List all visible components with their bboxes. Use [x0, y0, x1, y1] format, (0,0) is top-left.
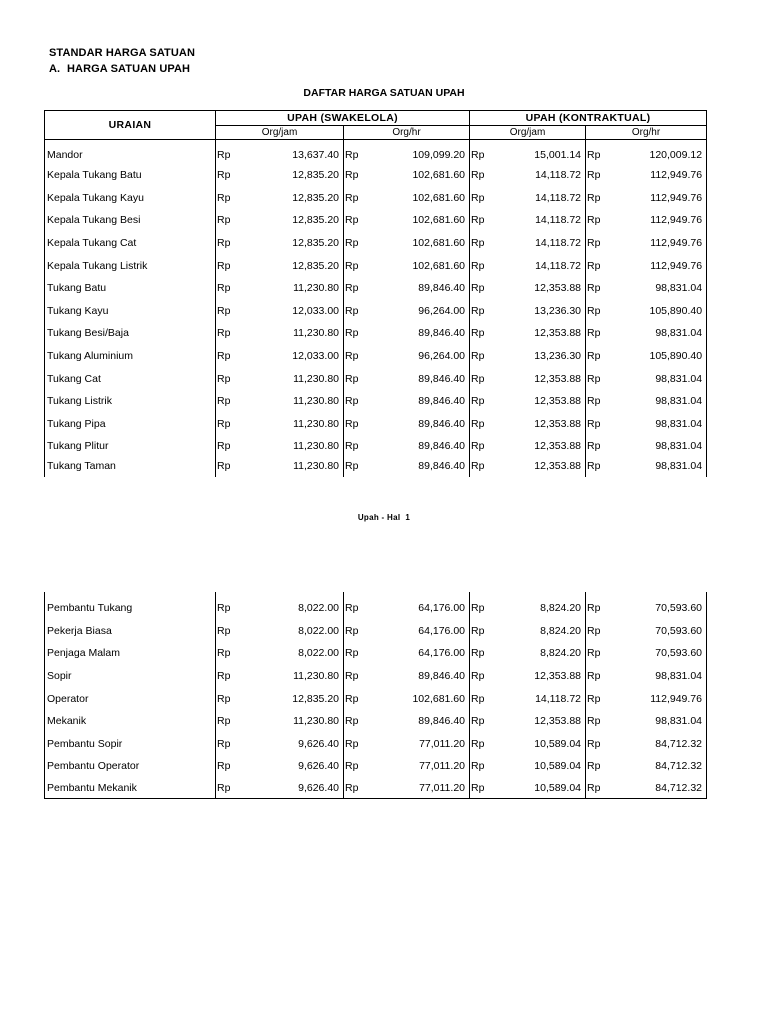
cell-uraian: Penjaga Malam	[45, 642, 216, 665]
cell-swakelola-jam: 12,835.20	[292, 169, 339, 182]
cell-currency: Rp	[470, 665, 491, 688]
cell-swakelola-hr: 96,264.00	[418, 304, 466, 317]
cell-swakelola-jam: 12,835.20	[292, 214, 339, 227]
cell-swakelola-hr: 77,011.20	[419, 737, 465, 750]
cell-currency: Rp	[586, 322, 607, 345]
cell-kontraktual-hr: 112,949.76	[607, 187, 707, 210]
cell-currency: Rp	[586, 232, 607, 255]
cell-kontraktual-hr: 70,593.60	[607, 592, 707, 620]
cell-currency: Rp	[586, 390, 607, 413]
cell-kontraktual-jam: 12,353.88	[534, 395, 582, 408]
cell-kontraktual-hr: 112,949.76	[607, 209, 707, 232]
cell-currency: Rp	[586, 187, 607, 210]
cell-currency: Rp	[344, 755, 365, 778]
cell-currency: Rp	[216, 164, 237, 187]
cell-swakelola-jam: 12,835.20	[292, 237, 339, 250]
cell-currency: Rp	[344, 209, 365, 232]
cell-swakelola-jam: 12,835.20	[292, 259, 339, 272]
cell-currency: Rp	[470, 140, 491, 165]
cell-kontraktual-hr: 98,831.04	[607, 390, 707, 413]
cell-currency: Rp	[470, 755, 491, 778]
cell-swakelola-hr: 102,681.60	[412, 259, 466, 272]
cell-kontraktual-hr: 70,593.60	[607, 620, 707, 643]
cell-uraian: Mandor	[45, 140, 216, 165]
cell-kontraktual-jam: 13,236.30	[534, 304, 582, 317]
cell-swakelola-hr: 77,011.20	[419, 760, 465, 773]
cell-uraian: Kepala Tukang Kayu	[45, 187, 216, 210]
cell-currency: Rp	[216, 435, 237, 458]
cell-currency: Rp	[216, 665, 237, 688]
column-header-uraian: URAIAN	[45, 111, 216, 140]
wage-table-page-2	[44, 592, 707, 799]
cell-swakelola-hr: 89,846.40	[418, 459, 466, 472]
cell-kontraktual-hr: 84,712.32	[607, 755, 707, 778]
cell-kontraktual-jam: 14,118.72	[535, 169, 582, 182]
table-row	[45, 254, 707, 277]
cell-kontraktual-hr: 70,593.60	[607, 642, 707, 665]
cell-kontraktual-hr: 98,831.04	[607, 710, 707, 733]
cell-kontraktual-hr: 98,831.04	[607, 413, 707, 436]
cell-swakelola-jam: 8,022.00	[298, 647, 339, 660]
cell-kontraktual-hr: 98,831.04	[607, 665, 707, 688]
cell-kontraktual-jam: 14,118.72	[535, 191, 582, 204]
cell-currency: Rp	[216, 187, 237, 210]
cell-currency: Rp	[470, 187, 491, 210]
cell-currency: Rp	[216, 209, 237, 232]
table-row	[45, 164, 707, 187]
cell-uraian: Mekanik	[45, 710, 216, 733]
cell-currency: Rp	[216, 254, 237, 277]
table-row	[45, 322, 707, 345]
cell-swakelola-jam: 11,230.80	[293, 327, 339, 340]
cell-uraian: Pembantu Sopir	[45, 733, 216, 756]
cell-swakelola-hr: 89,846.40	[418, 715, 465, 728]
cell-kontraktual-hr: 98,831.04	[607, 367, 707, 390]
cell-currency: Rp	[586, 778, 607, 799]
cell-currency: Rp	[470, 413, 491, 436]
cell-currency: Rp	[470, 592, 491, 620]
cell-currency: Rp	[470, 642, 491, 665]
cell-kontraktual-jam: 12,353.88	[534, 670, 581, 683]
cell-currency: Rp	[216, 300, 237, 323]
table-row	[45, 642, 707, 665]
cell-swakelola-hr: 77,011.20	[365, 778, 470, 799]
cell-currency: Rp	[344, 620, 365, 643]
cell-swakelola-hr: 102,681.60	[412, 214, 466, 227]
table-row	[45, 620, 707, 643]
cell-currency: Rp	[216, 620, 237, 643]
cell-currency: Rp	[216, 755, 237, 778]
cell-swakelola-jam: 12,033.00	[292, 350, 339, 363]
cell-uraian: Tukang Listrik	[45, 390, 216, 413]
table-body-page-2	[45, 592, 707, 798]
document-heading: STANDAR HARGA SATUAN	[49, 47, 196, 59]
cell-kontraktual-hr: 112,949.76	[607, 687, 707, 710]
table-row	[45, 345, 707, 368]
cell-swakelola-jam: 8,022.00	[298, 624, 339, 637]
cell-currency: Rp	[216, 322, 237, 345]
cell-currency: Rp	[216, 733, 237, 756]
cell-currency: Rp	[344, 592, 365, 620]
cell-swakelola-jam: 9,626.40	[298, 760, 339, 773]
cell-kontraktual-jam: 10,589.04	[534, 737, 581, 750]
cell-currency: Rp	[470, 232, 491, 255]
cell-swakelola-jam: 11,230.80	[293, 715, 339, 728]
cell-swakelola-hr: 89,846.40	[418, 395, 466, 408]
cell-currency: Rp	[586, 665, 607, 688]
table-row	[45, 665, 707, 688]
cell-currency: Rp	[586, 458, 607, 477]
cell-currency: Rp	[586, 620, 607, 643]
cell-currency: Rp	[344, 232, 365, 255]
cell-swakelola-hr: 89,846.40	[418, 282, 466, 295]
cell-currency: Rp	[344, 710, 365, 733]
cell-swakelola-jam: 11,230.80	[293, 372, 339, 385]
cell-uraian: Kepala Tukang Besi	[45, 209, 216, 232]
table-row	[45, 232, 707, 255]
cell-uraian: Tukang Taman	[45, 458, 216, 477]
table-row	[45, 458, 707, 477]
page-footer-number: 1	[405, 513, 411, 522]
table-body-page-1	[45, 140, 707, 477]
cell-swakelola-jam: 11,230.80	[293, 282, 339, 295]
cell-currency: Rp	[344, 435, 365, 458]
cell-kontraktual-jam: 14,118.72	[535, 259, 582, 272]
column-group-kontraktual: UPAH (KONTRAKTUAL)	[470, 111, 707, 126]
table-row	[45, 687, 707, 710]
cell-kontraktual-hr: 112,949.76	[607, 164, 707, 187]
cell-currency: Rp	[586, 277, 607, 300]
cell-uraian: Tukang Kayu	[45, 300, 216, 323]
cell-currency: Rp	[586, 254, 607, 277]
cell-swakelola-hr: 89,846.40	[418, 440, 466, 453]
cell-currency: Rp	[216, 687, 237, 710]
cell-currency: Rp	[216, 458, 237, 477]
table-row	[45, 277, 707, 300]
page-footer-label: Upah - Hal	[357, 513, 401, 522]
table-row	[45, 710, 707, 733]
cell-currency: Rp	[344, 300, 365, 323]
section-number: A.	[49, 63, 61, 75]
subheader-kontraktual-jam: Org/jam	[470, 126, 586, 140]
cell-uraian: Kepala Tukang Listrik	[45, 254, 216, 277]
subheader-swakelola-jam: Org/jam	[216, 126, 344, 140]
cell-currency: Rp	[586, 140, 607, 165]
cell-currency: Rp	[470, 390, 491, 413]
cell-currency: Rp	[344, 164, 365, 187]
cell-currency: Rp	[470, 322, 491, 345]
cell-currency: Rp	[216, 778, 237, 799]
cell-kontraktual-hr: 112,949.76	[607, 254, 707, 277]
cell-currency: Rp	[216, 277, 237, 300]
cell-kontraktual-hr: 105,890.40	[607, 345, 707, 368]
column-group-swakelola: UPAH (SWAKELOLA)	[216, 111, 470, 126]
cell-currency: Rp	[216, 367, 237, 390]
cell-kontraktual-hr: 105,890.40	[607, 300, 707, 323]
cell-currency: Rp	[470, 710, 491, 733]
cell-currency: Rp	[344, 277, 365, 300]
cell-swakelola-hr: 89,846.40	[418, 327, 466, 340]
cell-currency: Rp	[470, 277, 491, 300]
cell-uraian: Kepala Tukang Cat	[45, 232, 216, 255]
cell-swakelola-jam: 8,022.00	[298, 602, 339, 615]
cell-currency: Rp	[586, 710, 607, 733]
cell-currency: Rp	[216, 592, 237, 620]
cell-uraian: Sopir	[45, 665, 216, 688]
cell-currency: Rp	[216, 232, 237, 255]
cell-kontraktual-jam: 12,353.88	[534, 282, 582, 295]
cell-swakelola-jam: 12,835.20	[292, 692, 339, 705]
cell-currency: Rp	[470, 435, 491, 458]
cell-swakelola-jam: 9,626.40	[298, 737, 339, 750]
cell-currency: Rp	[216, 642, 237, 665]
cell-currency: Rp	[344, 345, 365, 368]
cell-swakelola-hr: 102,681.60	[412, 237, 466, 250]
cell-swakelola-hr: 109,099.20	[412, 149, 466, 161]
cell-currency: Rp	[470, 345, 491, 368]
section-title: HARGA SATUAN UPAH	[67, 63, 191, 75]
cell-swakelola-hr: 89,846.40	[418, 372, 466, 385]
cell-swakelola-hr: 89,846.40	[418, 417, 466, 430]
cell-currency: Rp	[344, 733, 365, 756]
table-row	[45, 300, 707, 323]
cell-currency: Rp	[586, 209, 607, 232]
cell-currency: Rp	[344, 254, 365, 277]
cell-swakelola-hr: 102,681.60	[412, 692, 465, 705]
cell-kontraktual-hr: 98,831.04	[607, 458, 707, 477]
cell-uraian: Pembantu Operator	[45, 755, 216, 778]
cell-uraian: Tukang Batu	[45, 277, 216, 300]
cell-currency: Rp	[216, 345, 237, 368]
cell-currency: Rp	[216, 390, 237, 413]
cell-currency: Rp	[344, 140, 365, 165]
cell-kontraktual-jam: 12,353.88	[534, 440, 582, 453]
cell-currency: Rp	[470, 209, 491, 232]
cell-currency: Rp	[344, 390, 365, 413]
cell-uraian: Pembantu Mekanik	[45, 778, 216, 799]
cell-currency: Rp	[586, 164, 607, 187]
cell-swakelola-jam: 9,626.40	[237, 778, 344, 799]
cell-kontraktual-hr: 84,712.32	[607, 733, 707, 756]
cell-currency: Rp	[586, 733, 607, 756]
cell-currency: Rp	[586, 300, 607, 323]
cell-uraian: Operator	[45, 687, 216, 710]
cell-swakelola-hr: 102,681.60	[412, 169, 466, 182]
cell-kontraktual-jam: 10,589.04	[491, 778, 586, 799]
cell-kontraktual-hr: 98,831.04	[607, 435, 707, 458]
section-heading	[49, 63, 190, 75]
cell-kontraktual-jam: 14,118.72	[535, 214, 582, 227]
cell-swakelola-jam: 11,230.80	[293, 417, 339, 430]
cell-swakelola-jam: 13,637.40	[292, 149, 339, 161]
cell-currency: Rp	[586, 755, 607, 778]
cell-currency: Rp	[344, 458, 365, 477]
cell-kontraktual-jam: 14,118.72	[535, 692, 581, 705]
cell-kontraktual-jam: 14,118.72	[535, 237, 582, 250]
page-footer	[0, 513, 768, 522]
cell-currency: Rp	[216, 710, 237, 733]
table-row	[45, 413, 707, 436]
cell-uraian: Tukang Plitur	[45, 435, 216, 458]
cell-currency: Rp	[344, 642, 365, 665]
cell-currency: Rp	[470, 778, 491, 799]
table-row	[45, 755, 707, 778]
cell-currency: Rp	[344, 687, 365, 710]
cell-currency: Rp	[470, 164, 491, 187]
cell-uraian: Kepala Tukang Batu	[45, 164, 216, 187]
cell-kontraktual-hr: 98,831.04	[607, 322, 707, 345]
table-row	[45, 140, 707, 165]
table-row	[45, 733, 707, 756]
table-row	[45, 367, 707, 390]
cell-currency: Rp	[586, 367, 607, 390]
cell-kontraktual-hr: 120,009.12	[607, 140, 707, 165]
cell-swakelola-jam: 11,230.80	[293, 395, 339, 408]
cell-swakelola-jam: 11,230.80	[293, 440, 339, 453]
cell-currency: Rp	[470, 620, 491, 643]
cell-kontraktual-jam: 15,001.14	[534, 149, 582, 161]
cell-currency: Rp	[586, 642, 607, 665]
cell-currency: Rp	[344, 665, 365, 688]
cell-kontraktual-jam: 8,824.20	[540, 624, 581, 637]
cell-kontraktual-hr: 98,831.04	[607, 277, 707, 300]
cell-currency: Rp	[344, 778, 365, 799]
cell-kontraktual-jam: 13,236.30	[534, 350, 582, 363]
cell-uraian: Pembantu Tukang	[45, 592, 216, 620]
wage-table-page-1	[44, 110, 707, 477]
cell-uraian: Tukang Besi/Baja	[45, 322, 216, 345]
cell-currency: Rp	[216, 413, 237, 436]
cell-kontraktual-jam: 12,353.88	[534, 417, 582, 430]
cell-kontraktual-jam: 12,353.88	[534, 459, 582, 472]
table-row	[45, 209, 707, 232]
cell-swakelola-hr: 64,176.00	[418, 602, 465, 615]
cell-swakelola-hr: 96,264.00	[418, 350, 466, 363]
cell-kontraktual-jam: 10,589.04	[534, 760, 581, 773]
cell-currency: Rp	[586, 413, 607, 436]
table-row	[45, 778, 707, 799]
table-row	[45, 435, 707, 458]
cell-kontraktual-hr: 84,712.32	[607, 778, 707, 799]
table-row	[45, 592, 707, 620]
cell-swakelola-hr: 102,681.60	[412, 191, 466, 204]
table-title: DAFTAR HARGA SATUAN UPAH	[303, 87, 465, 99]
cell-kontraktual-jam: 8,824.20	[540, 602, 581, 615]
cell-currency: Rp	[470, 367, 491, 390]
cell-currency: Rp	[470, 687, 491, 710]
cell-kontraktual-jam: 12,353.88	[534, 715, 581, 728]
table-row	[45, 187, 707, 210]
cell-uraian: Tukang Cat	[45, 367, 216, 390]
cell-currency: Rp	[344, 367, 365, 390]
cell-swakelola-jam: 12,835.20	[292, 191, 339, 204]
cell-kontraktual-jam: 12,353.88	[534, 372, 582, 385]
cell-swakelola-jam: 12,033.00	[292, 304, 339, 317]
cell-currency: Rp	[586, 435, 607, 458]
cell-swakelola-jam: 11,230.80	[293, 670, 339, 683]
cell-swakelola-hr: 64,176.00	[418, 647, 465, 660]
cell-kontraktual-jam: 12,353.88	[534, 327, 582, 340]
cell-uraian: Tukang Pipa	[45, 413, 216, 436]
cell-currency: Rp	[586, 592, 607, 620]
cell-currency: Rp	[586, 345, 607, 368]
cell-uraian: Tukang Aluminium	[45, 345, 216, 368]
cell-currency: Rp	[216, 140, 237, 165]
cell-currency: Rp	[470, 254, 491, 277]
cell-uraian: Pekerja Biasa	[45, 620, 216, 643]
subheader-kontraktual-hr: Org/hr	[586, 126, 707, 140]
cell-swakelola-jam: 11,230.80	[293, 459, 339, 472]
cell-kontraktual-hr: 112,949.76	[607, 232, 707, 255]
cell-currency: Rp	[470, 458, 491, 477]
cell-currency: Rp	[470, 733, 491, 756]
cell-kontraktual-jam: 8,824.20	[540, 647, 581, 660]
cell-currency: Rp	[344, 322, 365, 345]
subheader-swakelola-hr: Org/hr	[344, 126, 470, 140]
cell-currency: Rp	[344, 187, 365, 210]
cell-currency: Rp	[344, 413, 365, 436]
cell-currency: Rp	[586, 687, 607, 710]
table-row	[45, 390, 707, 413]
cell-swakelola-hr: 89,846.40	[418, 670, 465, 683]
cell-currency: Rp	[470, 300, 491, 323]
cell-swakelola-hr: 64,176.00	[418, 624, 465, 637]
